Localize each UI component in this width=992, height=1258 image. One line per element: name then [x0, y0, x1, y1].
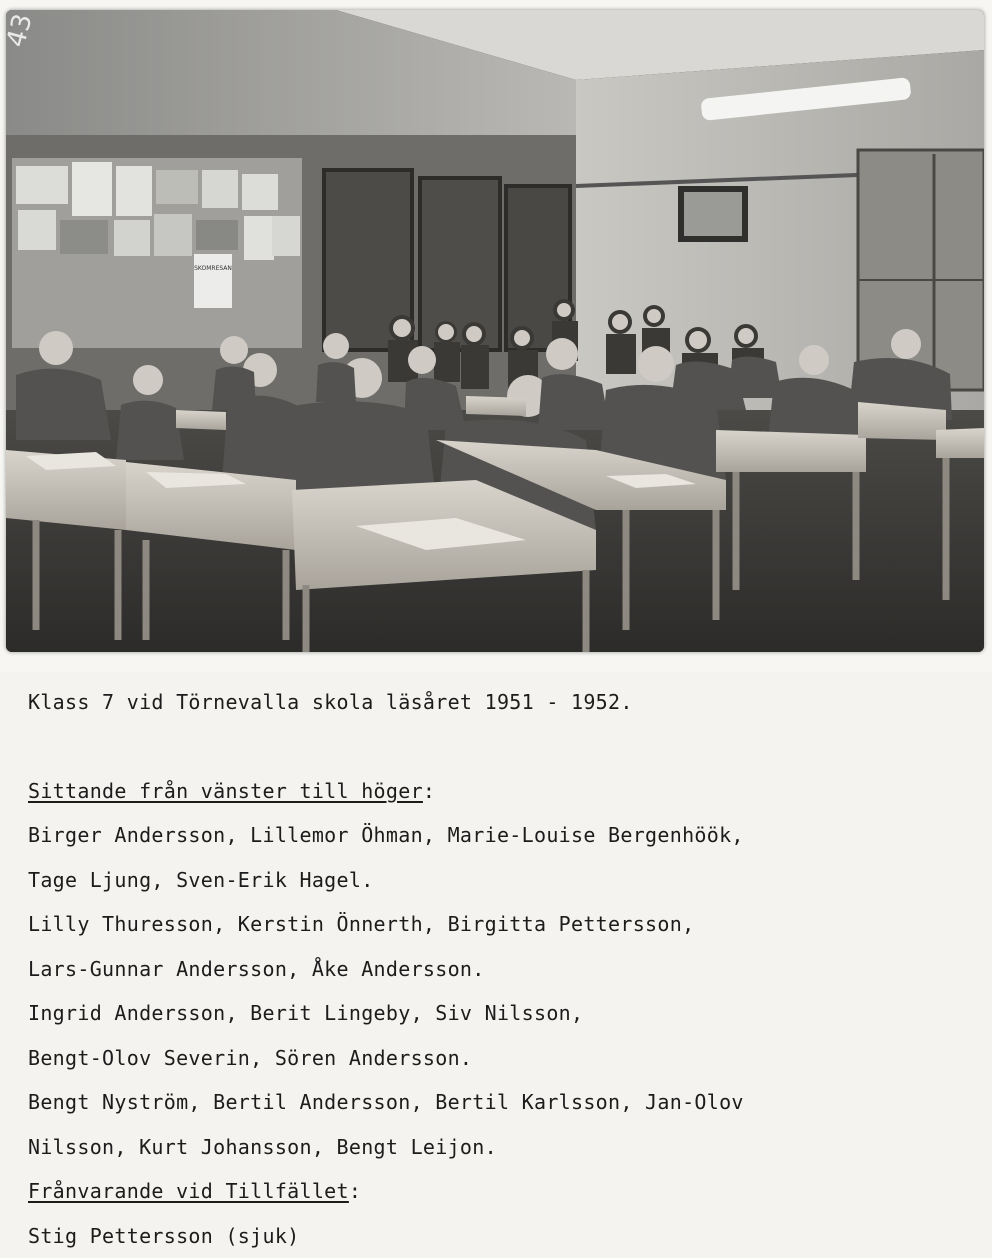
name-row: Tage Ljung, Sven-Erik Hagel. [28, 858, 968, 903]
caption-title: Klass 7 vid Törnevalla skola läsåret 1951 - 1952. [28, 680, 968, 725]
poster [194, 254, 232, 308]
seated-heading: Sittande från vänster till höger [28, 779, 423, 803]
name-row: Birger Andersson, Lillemor Öhman, Marie-Louise Bergenhöök, [28, 813, 968, 858]
name-row: Bengt-Olov Severin, Sören Andersson. [28, 1036, 968, 1081]
absent-heading-colon: : [349, 1179, 361, 1203]
caption [28, 680, 968, 1258]
seated-heading-colon: : [423, 779, 435, 803]
cabinet [858, 150, 984, 390]
name-row: Nilsson, Kurt Johansson, Bengt Leijon. [28, 1125, 968, 1170]
corner-mark: 43 [0, 16, 44, 53]
name-row: Bengt Nyström, Bertil Andersson, Bertil Karlsson, Jan-Olov [28, 1080, 968, 1125]
poster-label: SKOMRESAN [194, 265, 232, 272]
name-row: Lilly Thuresson, Kerstin Önnerth, Birgitta Pettersson, [28, 902, 968, 947]
classroom-scene [6, 10, 984, 652]
absent-heading: Frånvarande vid Tillfället [28, 1179, 349, 1203]
door [420, 178, 500, 350]
class-photo [6, 10, 984, 652]
absent-heading-line [28, 1169, 968, 1214]
seated-heading-line [28, 769, 968, 814]
name-row: Lars-Gunnar Andersson, Åke Andersson. [28, 947, 968, 992]
name-row: Ingrid Andersson, Berit Lingeby, Siv Nilsson, [28, 991, 968, 1036]
absent-name: Stig Pettersson (sjuk) [28, 1214, 968, 1258]
